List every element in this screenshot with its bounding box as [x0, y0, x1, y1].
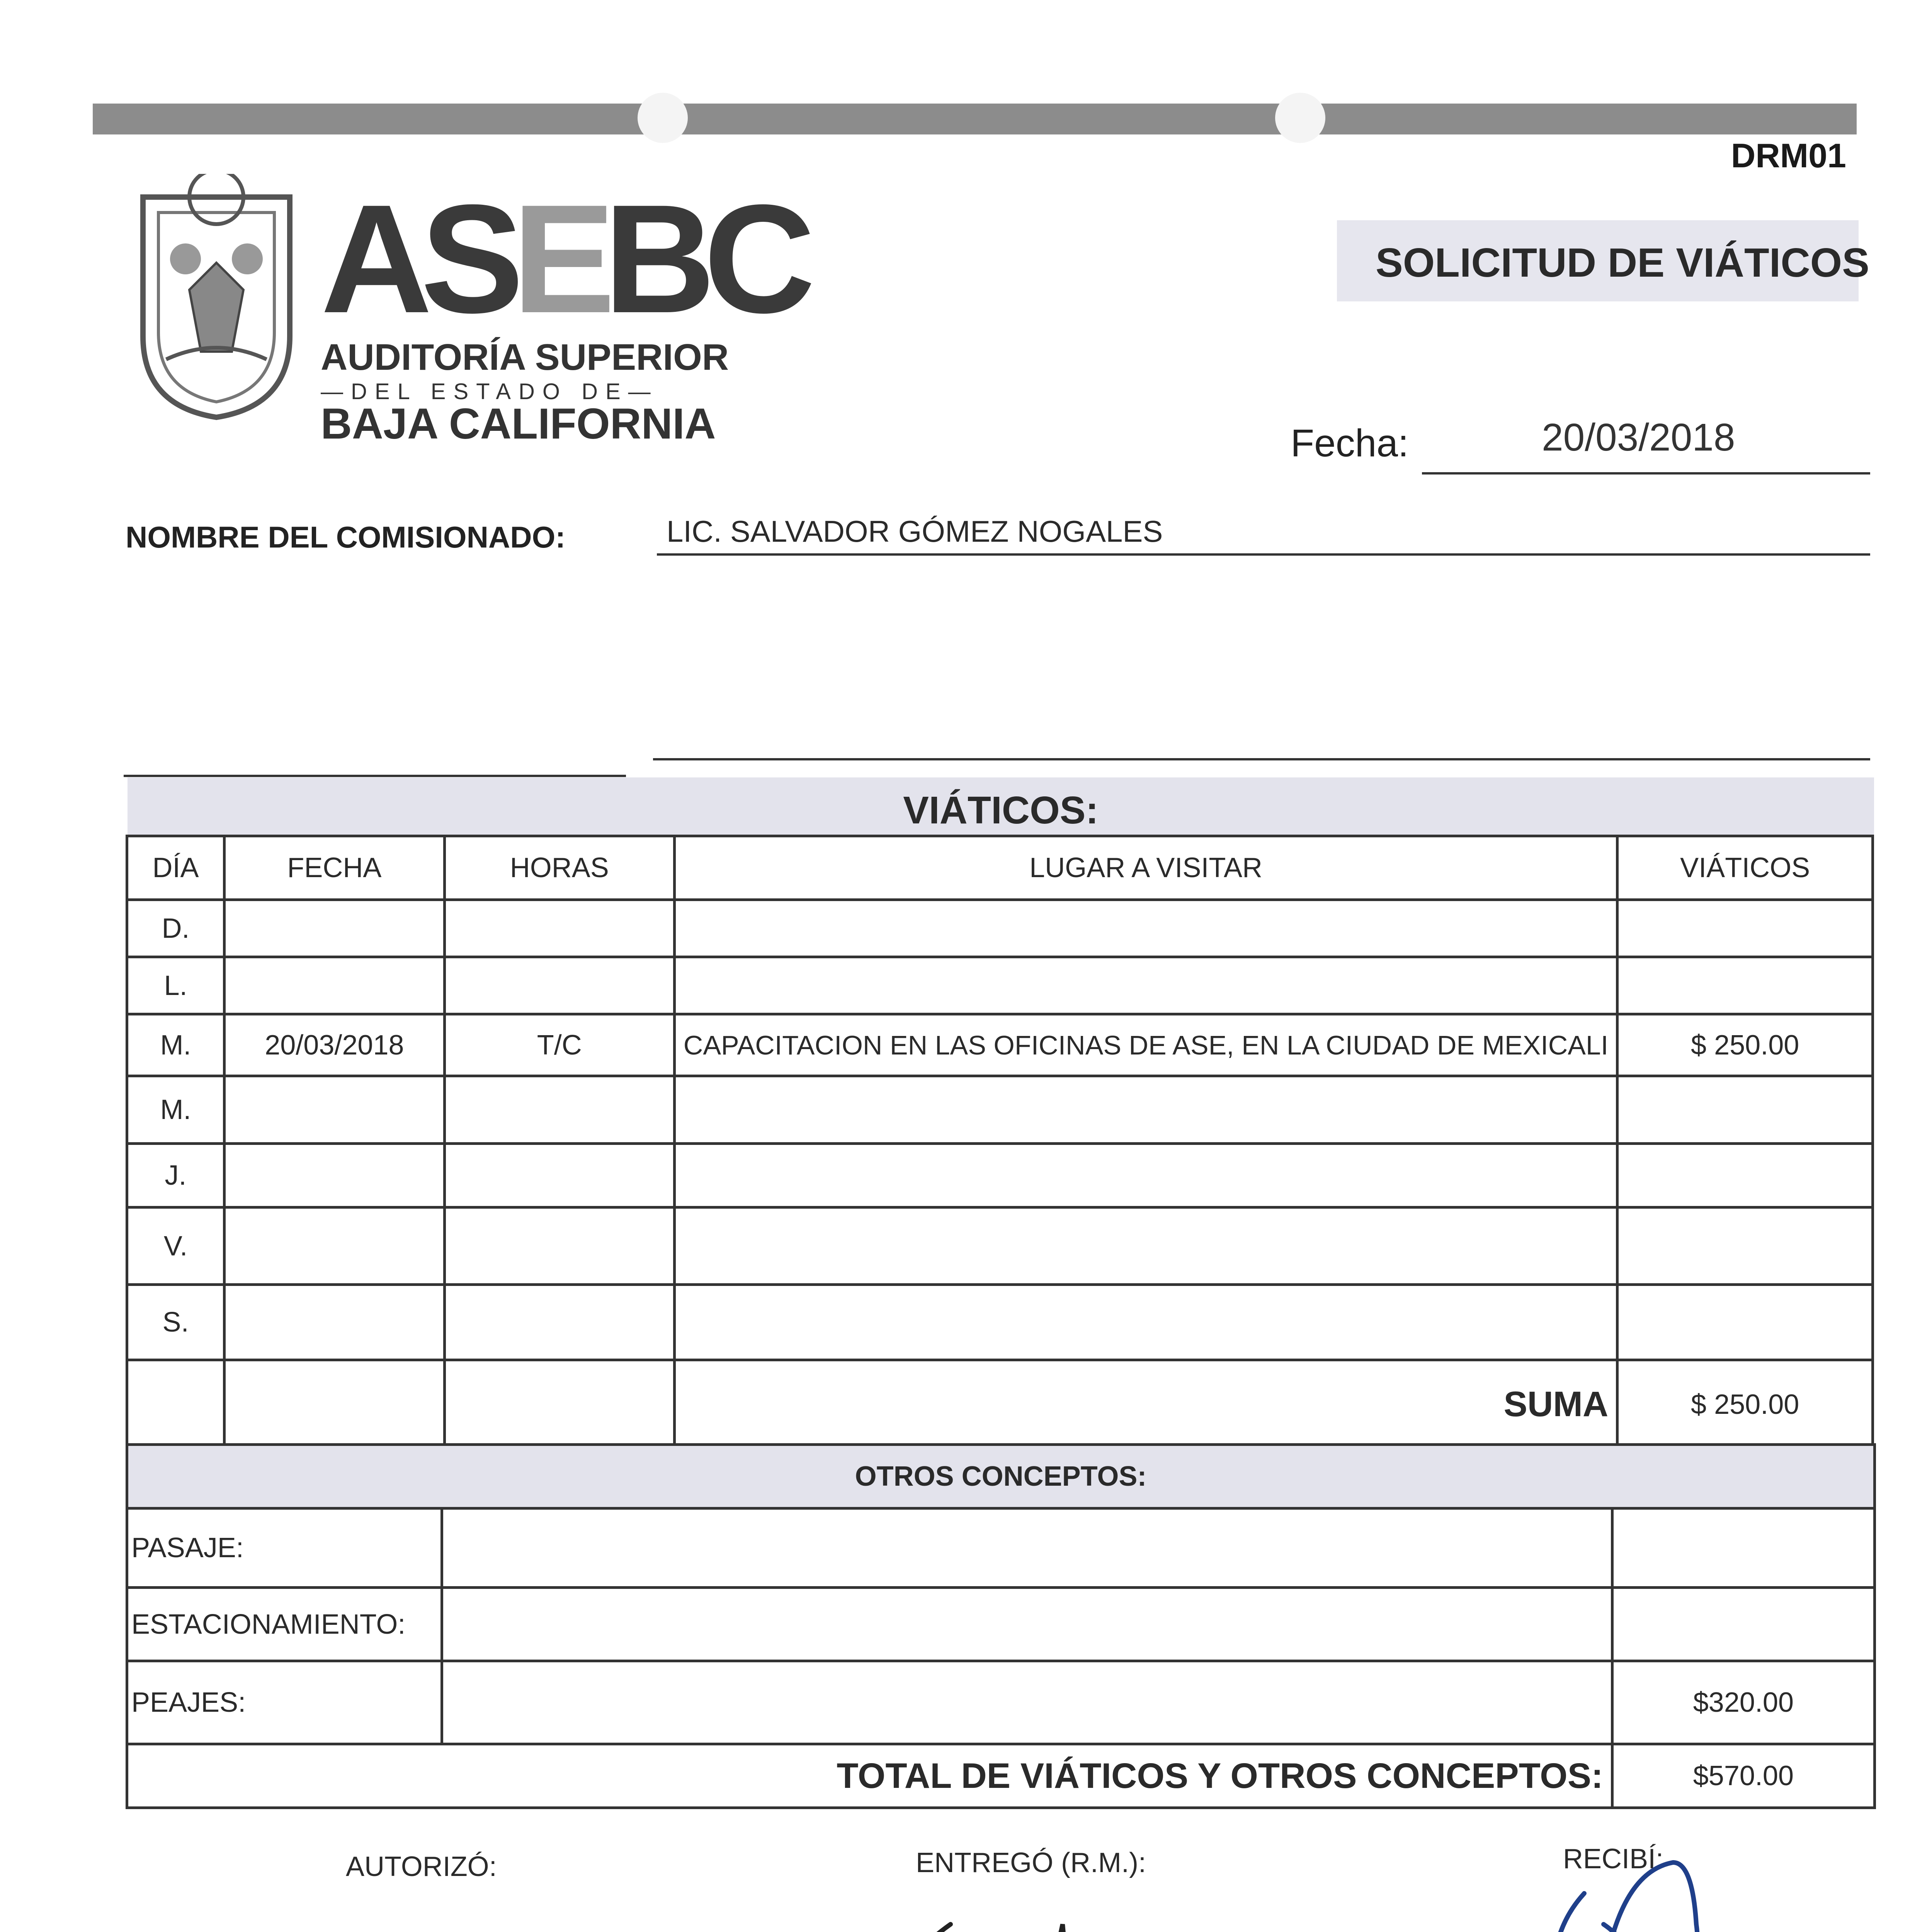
blank-line [124, 775, 626, 777]
cell-dia: V. [127, 1208, 224, 1285]
cell-horas [444, 1285, 674, 1360]
col-viaticos: VIÁTICOS [1617, 836, 1873, 900]
suma-row [127, 1360, 1873, 1449]
peajes-value: $320.00 [1612, 1661, 1874, 1744]
cell-lugar [674, 1076, 1617, 1144]
estacionamiento-value [1612, 1588, 1874, 1661]
table-row [127, 1285, 1873, 1360]
pasaje-label: PASAJE: [127, 1509, 442, 1588]
cell-horas [444, 1076, 674, 1144]
cell-fecha [224, 900, 445, 957]
cell-empty [444, 1360, 674, 1449]
fecha-underline [1422, 472, 1870, 474]
cell-fecha [224, 1208, 445, 1285]
entrego-signature [862, 1901, 1132, 1932]
col-fecha: FECHA [224, 836, 445, 900]
cell-viaticos [1617, 1285, 1873, 1360]
otros-conceptos-table [126, 1443, 1876, 1809]
cell-viaticos [1617, 957, 1873, 1014]
commissioned-value: LIC. SALVADOR GÓMEZ NOGALES [667, 514, 1163, 548]
table-row [127, 1208, 1873, 1285]
viaticos-title: VIÁTICOS: [903, 789, 1099, 832]
table-row [127, 1144, 1873, 1208]
cell-empty [224, 1360, 445, 1449]
cell-viaticos [1617, 900, 1873, 957]
total-value: $570.00 [1612, 1744, 1874, 1808]
table-row [127, 1509, 1875, 1588]
cell-fecha [224, 1076, 445, 1144]
commissioned-label: NOMBRE DEL COMISIONADO: [126, 520, 566, 554]
cell-lugar [674, 1208, 1617, 1285]
cell-horas [444, 900, 674, 957]
cell-lugar [674, 1285, 1617, 1360]
cell-horas [444, 1208, 674, 1285]
cell-dia: L. [127, 957, 224, 1014]
cell-fecha [224, 1144, 445, 1208]
table-row [127, 900, 1873, 957]
recibi-signature [1534, 1847, 1735, 1932]
cell-viaticos: $ 250.00 [1617, 1014, 1873, 1076]
fecha-value: 20/03/2018 [1542, 416, 1735, 459]
cell-empty [127, 1360, 224, 1449]
cell-lugar [674, 1144, 1617, 1208]
cell-fecha [224, 1285, 445, 1360]
col-dia: DÍA [127, 836, 224, 900]
blank-line [653, 758, 1870, 760]
punch-hole [1275, 93, 1325, 143]
commissioned-underline [657, 553, 1870, 556]
cell-dia: M. [127, 1076, 224, 1144]
col-lugar: LUGAR A VISITAR [674, 836, 1617, 900]
cell-viaticos [1617, 1076, 1873, 1144]
viaticos-table [126, 835, 1874, 1450]
cell-dia: J. [127, 1144, 224, 1208]
table-row [127, 1588, 1875, 1661]
col-horas: HORAS [444, 836, 674, 900]
page-title: SOLICITUD DE VIÁTICOS [1376, 240, 1869, 286]
table-header-row [127, 836, 1873, 900]
cell-viaticos [1617, 1144, 1873, 1208]
table-row [127, 1661, 1875, 1744]
autorizo-heading: AUTORIZÓ: [346, 1851, 497, 1882]
peajes-label: PEAJES: [127, 1661, 442, 1744]
cell-dia: M. [127, 1014, 224, 1076]
total-label: TOTAL DE VIÁTICOS Y OTROS CONCEPTOS: [127, 1744, 1612, 1808]
suma-label: SUMA [674, 1360, 1617, 1449]
estacionamiento-label: ESTACIONAMIENTO: [127, 1588, 442, 1661]
asebc-logo: ASEBC AUDITORÍA SUPERIOR —DEL ESTADO DE— BAJA CALIFORNIA [321, 172, 804, 448]
total-row [127, 1744, 1875, 1808]
fecha-label: Fecha: [1291, 422, 1409, 465]
cell-horas [444, 957, 674, 1014]
cell-lugar [674, 957, 1617, 1014]
cell-viaticos [1617, 1208, 1873, 1285]
form-code: DRM01 [1731, 136, 1846, 175]
cell-empty [442, 1588, 1612, 1661]
cell-empty [442, 1661, 1612, 1744]
table-row [127, 1014, 1873, 1076]
recibi-heading: RECIBÍ: [1563, 1844, 1664, 1874]
cell-dia: D. [127, 900, 224, 957]
table-row [127, 957, 1873, 1014]
cell-lugar [674, 900, 1617, 957]
cell-horas: T/C [444, 1014, 674, 1076]
otros-header-row [127, 1445, 1875, 1509]
cell-dia: S. [127, 1285, 224, 1360]
top-header-bar [93, 104, 1857, 134]
cell-fecha [224, 957, 445, 1014]
cell-empty [442, 1509, 1612, 1588]
state-seal-icon [128, 174, 305, 421]
suma-value: $ 250.00 [1617, 1360, 1873, 1449]
punch-hole [638, 93, 688, 143]
cell-fecha: 20/03/2018 [224, 1014, 445, 1076]
entrego-heading: ENTREGÓ (R.M.): [916, 1847, 1146, 1878]
pasaje-value [1612, 1509, 1874, 1588]
table-row [127, 1076, 1873, 1144]
cell-horas [444, 1144, 674, 1208]
otros-title: OTROS CONCEPTOS: [127, 1445, 1875, 1509]
cell-lugar: CAPACITACION EN LAS OFICINAS DE ASE, EN LA CIUDAD DE MEXICALI [674, 1014, 1617, 1076]
